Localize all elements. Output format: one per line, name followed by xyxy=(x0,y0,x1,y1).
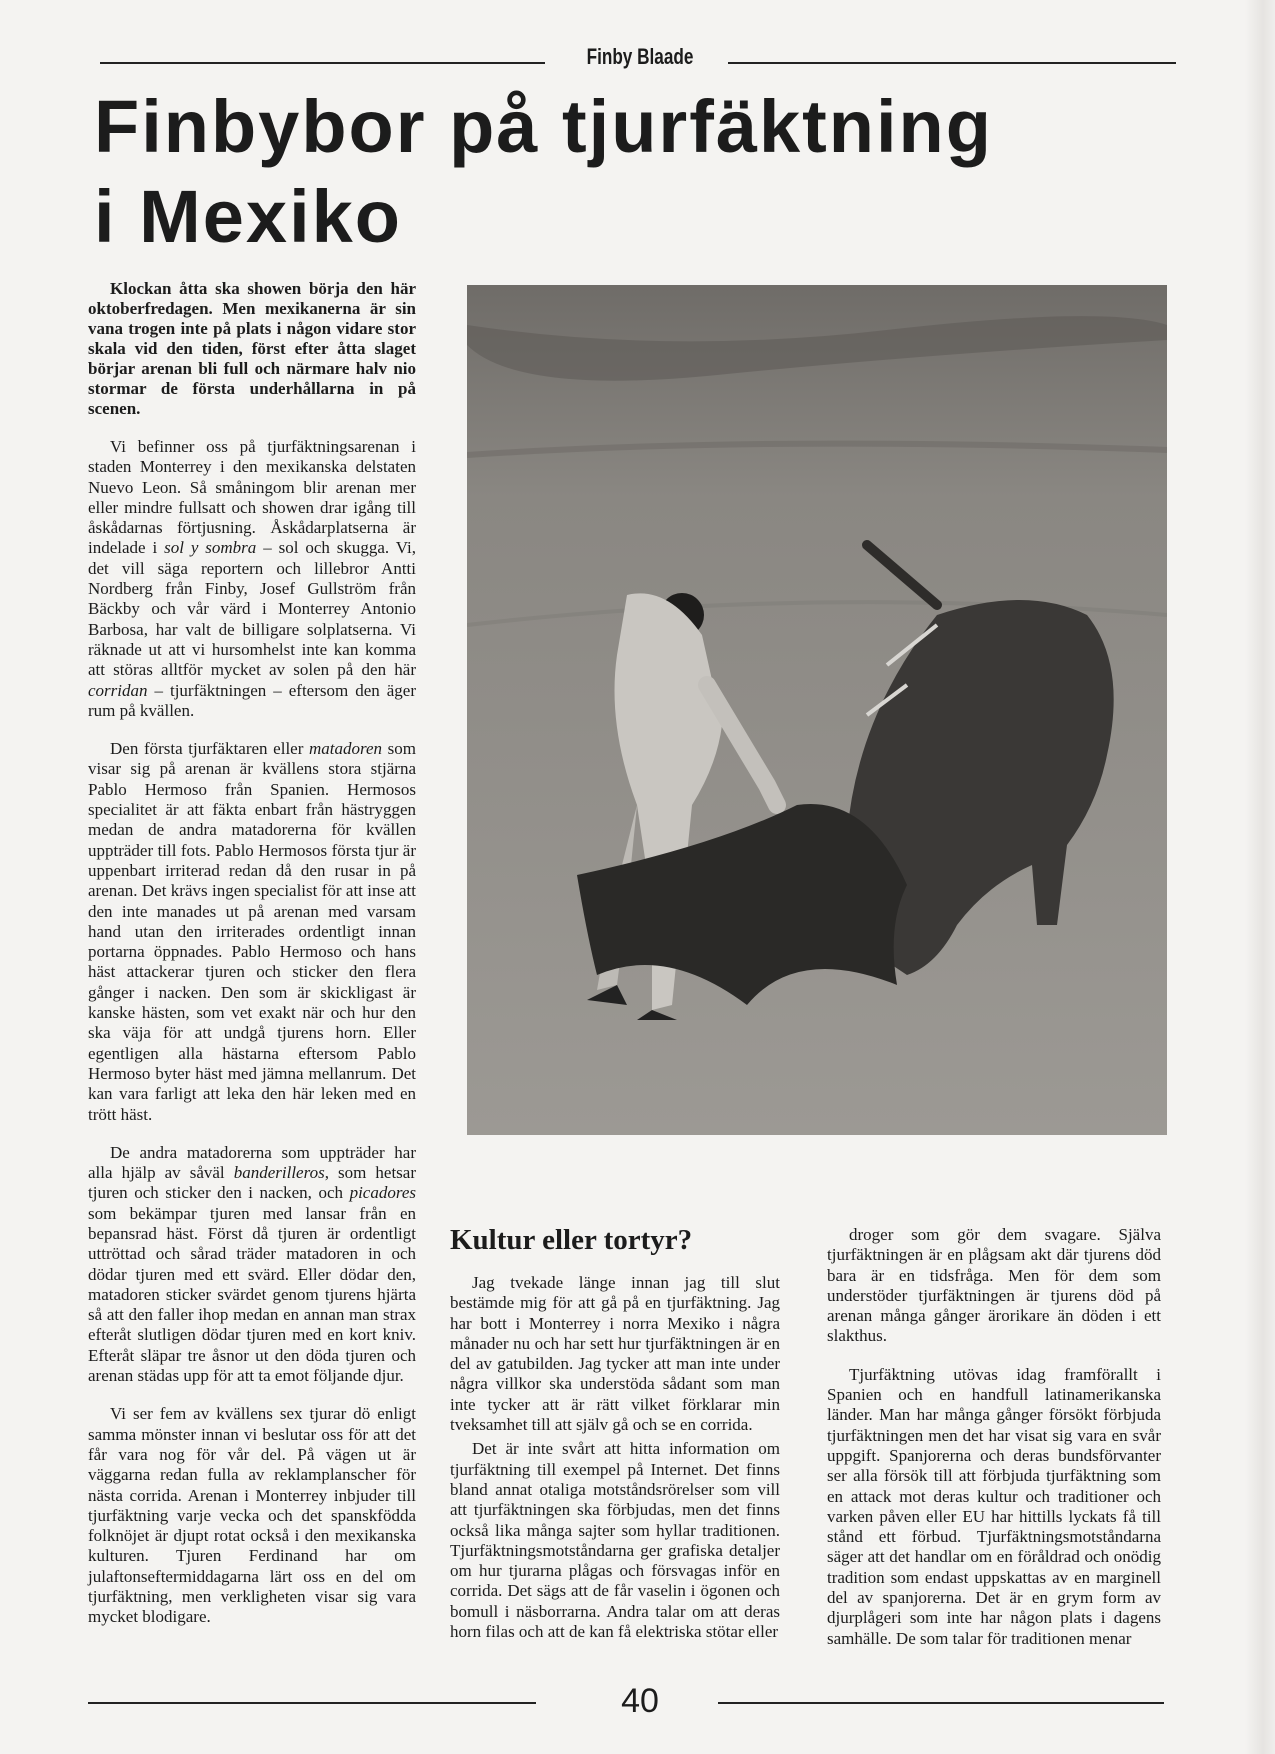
body-paragraph-3: Den första tjurfäktaren eller matadoren som visar sig på arenan är kvällens stora stjärna Pablo Hermoso från Spanien. Hermosos specialitet är att fäkta enbart från hästryggen medan de andra matadorerna för kvällen uppträder till fots. Pablo Hermosos första tjur är uppenbart irriterad redan då den rusar in på arenan. Det krävs ingen specialist för att inse att den inte manades ut på arenan med varsam hand utan den irriterades ordentligt innan portarna öppnades. Pablo Hermoso och hans häst attackerar tjuren och sticker den flera gånger i nacken. Den som är skickligast är kanske hästen, som vet exakt när och hur den ska väja för att undgå tjurens horn. Eller egentligen alla hästarna eftersom Pablo Hermoso byter häst med jämna mellanrum. Det kan vara farligt att leka den här leken med en trött häst. xyxy=(88,739,416,1124)
body-paragraph-2: Vi befinner oss på tjurfäktningsarenan i staden Monterrey i den mexikanska delstaten Nuevo Leon. Så småningom blir arenan mer eller mindre fullsatt och showen drar igång till åskådarnas förtjusning. Åskådarplatserna är indelade i sol y sombra – sol och skugga. Vi, det vill säga reportern och lillebror Antti Nordberg från Finby, Josef Gullström från Bäckby och vår värd i Monterrey Antonio Barbosa, har valt de billigare solplatserna. Vi räknade ut att vi hursomhelst inte kan komma att störas alltför mycket av solen på den här corridan – tjurfäktningen – eftersom den äger rum på kvällen. xyxy=(88,437,416,720)
article-left-column xyxy=(88,279,416,1628)
article-headline xyxy=(94,82,1094,262)
page-number: 40 xyxy=(621,1682,659,1720)
lead-paragraph: Klockan åtta ska showen börja den här oktoberfredagen. Men mexikanerna är sin vana trogen inte på plats i någon vidare stor skala vid den tiden, först efter åtta slaget börjar arenan bli full och närmare halv nio stormar de första underhållarna in på scenen. xyxy=(88,279,416,418)
footer-rule-left xyxy=(88,1702,536,1704)
header-rule-right xyxy=(728,62,1176,64)
bullfight-photo xyxy=(467,285,1167,1135)
sidebar-paragraph-1: Jag tvekade länge innan jag till slut bestämde mig för att gå på en tjurfäktning. Jag har bott i Monterrey i norra Mexiko i några månader nu och har sett hur tjurfäktningen är en del av gatubilden. Jag tycker att man inte under några villkor ska understöda sådant som man inte tycker att är rätt vilket förklarar min tveksamhet till att själv gå och se en corrida. xyxy=(450,1273,780,1435)
sidebar-column-1 xyxy=(450,1223,780,1642)
sidebar-title: Kultur eller tortyr? xyxy=(450,1224,693,1256)
header-rule-left xyxy=(100,62,545,64)
headline-line-1: Finbybor på tjurfäktning xyxy=(94,85,993,168)
sidebar-paragraph-3: droger som gör dem svagare. Själva tjurfäktningen är en plågsam akt där tjurens död bara är en tidsfråga. Men för dem som understöder tjurfäktningen är tjurens död på arenan många gånger ärorikare än döden i ett slakthus. xyxy=(827,1225,1161,1346)
sidebar-column-2 xyxy=(827,1225,1161,1649)
bullfight-illustration xyxy=(467,285,1167,1135)
sidebar-paragraph-4: Tjurfäktning utövas idag framförallt i Spanien och en handfull latinamerikanska länder. Man har många gånger försökt förbjuda tjurfäktningen men det har visat sig vara en svår uppgift. Spanjorerna och deras bundsförvanter ser alla försök till att förbjuda tjurfäktning som en attack mot deras kultur och traditioner och varken påven eller EU har hittills lyckats få till stånd ett förbud. Tjurfäktningsmotståndarna säger att det handlar om en föråldrad och onödig tradition som endast uppskattas av en marginell del av spanjorerna. Det är en grym form av djurplågeri som inte har någon plats i dagens samhälle. De som talar för traditionen menar xyxy=(827,1364,1161,1648)
body-paragraph-4: De andra matadorerna som uppträder har alla hjälp av såväl banderilleros, som hetsar tjuren och sticker den i nacken, och picadores som bekämpar tjuren med lansar från en bepansrad häst. Först då tjuren är ordentligt uttröttad och sårad träder matadoren in och dödar tjuren med ett svärd. Eller dödar den, matadoren sticker svärdet genom tjurens hjärta så att den faller ihop medan en annan man strax efteråt slutligen dödar tjuren med en kort kniv. Efteråt släpar tre åsnor ut den döda tjuren och arenan städas upp för att ta emot följande djur. xyxy=(88,1142,416,1386)
page-edge-shadow xyxy=(1245,0,1275,1754)
headline-line-2: i Mexiko xyxy=(94,175,402,258)
sidebar-paragraph-2: Det är inte svårt att hitta information om tjurfäktning till exempel på Internet. Det finns bland annat otaliga motståndsrörelser som vill att tjurfäktningen ska förbjudas, men det finns också lika många sajter som hyllar traditionen. Tjurfäktningsmotståndarna ger grafiska detaljer om hur tjurarna plågas och försvagas inför en corrida. Det sägs att de får vaselin i ögonen och bomull i näsborrarna. Andra talar om att deras horn filas och att de kan få elektriska stötar eller xyxy=(450,1439,780,1642)
masthead: Finby Blaade xyxy=(586,44,694,69)
body-paragraph-5: Vi ser fem av kvällens sex tjurar dö enligt samma mönster innan vi beslutar oss för att det får vara nog för vår del. På vägen ut är väggarna redan fulla av reklamplanscher för nästa corrida. Arenan i Monterrey inbjuder till tjurfäktning varje vecka och det spanskfödda folknöjet är djupt rotat också i den mexikanska kulturen. Tjuren Ferdinand har om julaftonseftermiddagarna lärt oss en del om tjurfäktning, men verkligheten visar sig vara mycket blodigare. xyxy=(88,1404,416,1627)
footer-rule-right xyxy=(718,1702,1164,1704)
